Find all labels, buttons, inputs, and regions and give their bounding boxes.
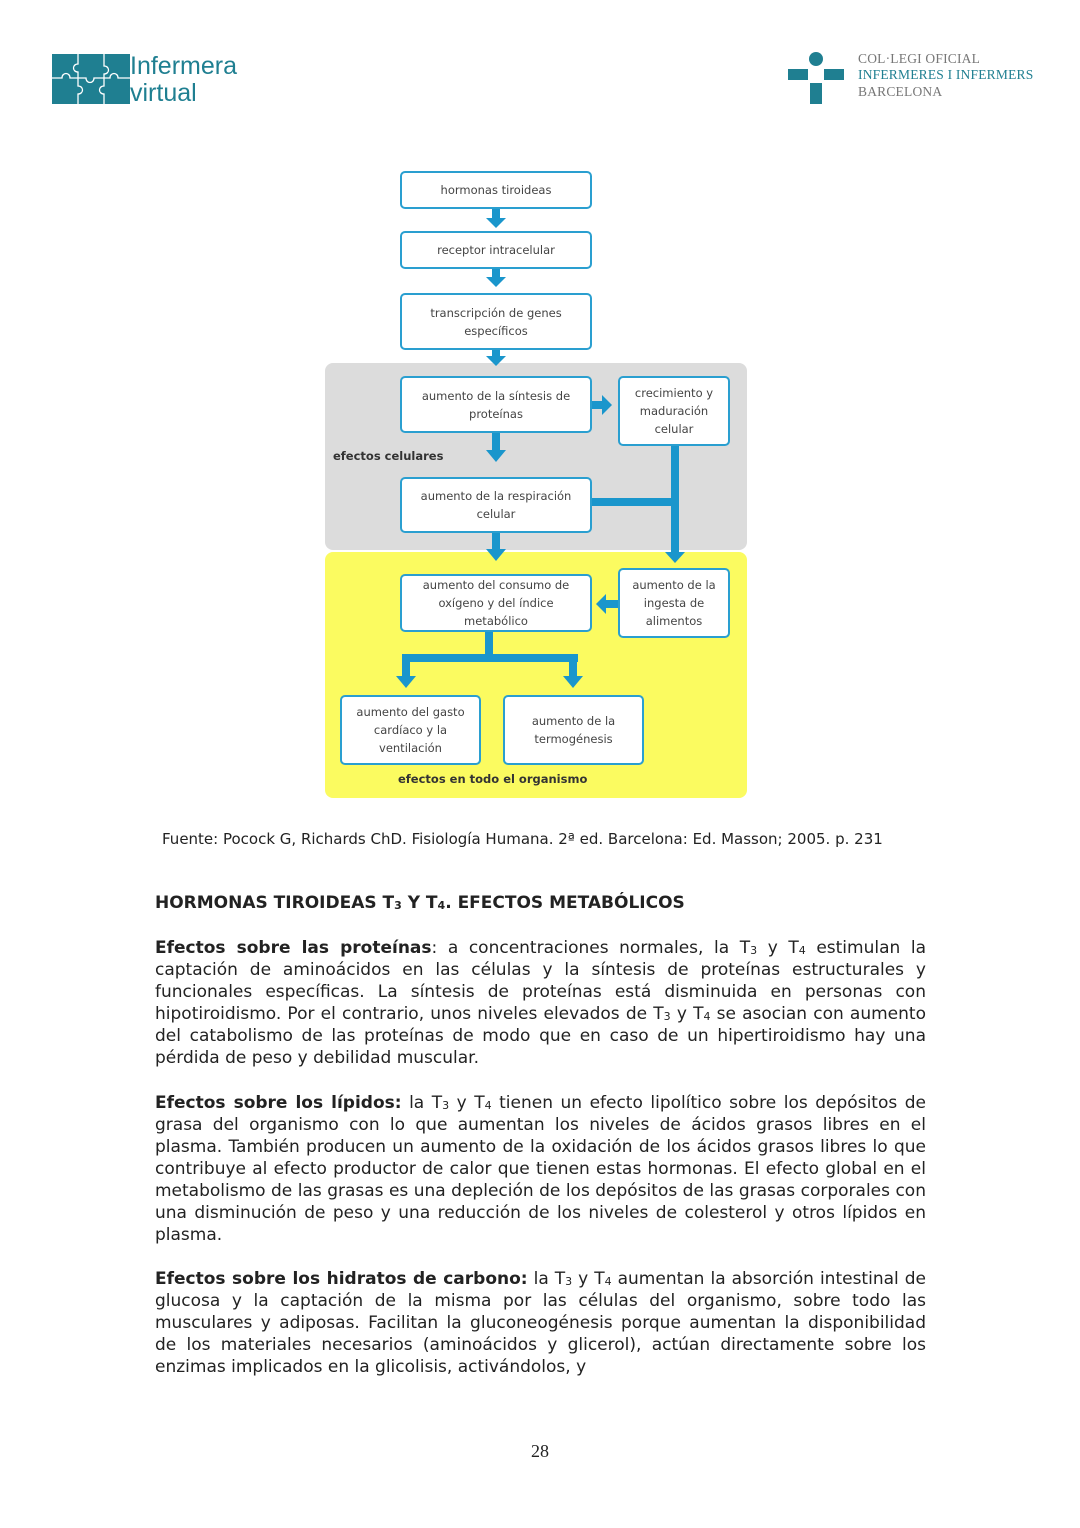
flow-box-thermogenesis: aumento de la termogénesis xyxy=(503,695,644,765)
text-run: y T xyxy=(449,1093,485,1113)
flow-box-oxygen-consumption: aumento del consumo de oxígeno y del índice metabólico xyxy=(400,574,592,632)
flow-box-cell-growth: crecimiento y maduración celular xyxy=(618,376,730,446)
text-run: se asocian con aumento del catabolismo de las proteínas de modo que en caso de un hipertiroidismo hay una pérdida de peso y debilidad muscular. xyxy=(155,1004,926,1068)
text-run: Y T xyxy=(401,893,438,913)
college-name-line-2: INFERMERES I INFERMERS xyxy=(858,67,1034,82)
arrow-icon xyxy=(486,533,506,561)
flow-box-receptor: receptor intracelular xyxy=(400,231,592,269)
subscript: 3 xyxy=(565,1275,573,1288)
subscript: 4 xyxy=(484,1099,492,1112)
arrow-icon xyxy=(486,433,506,462)
paragraph-proteins xyxy=(155,937,926,1069)
subscript: 3 xyxy=(750,944,758,957)
subscript: 4 xyxy=(437,899,446,912)
text-run: tienen un efecto lipolítico sobre los depósitos de grasa del organismo con lo que aumentan los niveles de ácidos grasos libres en el plasma. También producen un aumento de la oxidación de los ácidos grasos libres lo que contribuye al efecto productor de calor que tienen estas hormonas. El efecto global en el metabolismo de las grasas es una depleción de los depósitos de las grasas corporales con una disminución de peso y una reducción de los niveles de colesterol y otros lípidos en plasma. xyxy=(155,1093,926,1245)
arrow-icon xyxy=(486,350,506,366)
flow-box-food-intake: aumento de la ingesta de alimentos xyxy=(618,568,730,638)
arrow-icon xyxy=(592,395,612,415)
subscript: 3 xyxy=(663,1010,671,1023)
college-name-line-3: BARCELONA xyxy=(858,84,943,99)
organism-effects-label: efectos en todo el organismo xyxy=(398,772,588,786)
text-run: estimulan la captación de aminoácidos en las células y la síntesis de proteínas estructurales y funcionales específicas. La síntesis de proteínas está disminuida en personas con hipotiroidismo. Por el contrario, unos niveles elevados de T xyxy=(155,938,926,1024)
section-heading xyxy=(155,893,685,913)
text-run: : a concentraciones normales, la T xyxy=(431,938,751,958)
subscript: 3 xyxy=(442,1099,450,1112)
paragraph-lipids xyxy=(155,1092,926,1246)
subscript: 4 xyxy=(703,1010,711,1023)
college-name-line-1: COL·LEGI OFICIAL xyxy=(858,51,981,66)
flow-box-thyroid-hormones: hormonas tiroideas xyxy=(400,171,592,209)
arrow-icon xyxy=(592,446,685,563)
text-run: y T xyxy=(572,1269,605,1289)
text-run: y T xyxy=(757,938,799,958)
subscript: 4 xyxy=(604,1275,612,1288)
logo-text-line-1: Infermera xyxy=(130,52,237,80)
arrow-icon xyxy=(596,594,618,614)
logo-text-line-2: virtual xyxy=(130,79,197,107)
arrow-icon xyxy=(486,269,506,287)
text-run: la T xyxy=(401,1093,443,1113)
subscript: 4 xyxy=(798,944,806,957)
flow-box-cardiac-output: aumento del gasto cardíaco y la ventilación xyxy=(340,695,481,765)
text-run: . EFECTOS METABÓLICOS xyxy=(445,893,685,913)
paragraph-carbohydrates xyxy=(155,1268,926,1378)
bold-lead: Efectos sobre los lípidos: xyxy=(155,1093,402,1113)
flow-box-transcription: transcripción de genes específicos xyxy=(400,293,592,350)
page-number: 28 xyxy=(531,1441,549,1461)
figure-source: Fuente: Pocock G, Richards ChD. Fisiología Humana. 2ª ed. Barcelona: Ed. Masson; 2005. p. 231 xyxy=(162,830,883,848)
bold-lead: Efectos sobre los hidratos de carbono: xyxy=(155,1269,528,1289)
text-run: la T xyxy=(527,1269,566,1289)
text-run: aumentan la absorción intestinal de glucosa y la captación de la misma por las células del organismo, sobre todo las musculares y adiposas. Facilitan la gluconeogénesis porque aumentan la disponibilidad de los materiales necesarios (aminoácidos y glicerol), actúan directamente sobre los enzimas implicados en la glicolisis, activándolos, y xyxy=(155,1269,926,1377)
subscript: 3 xyxy=(394,899,402,912)
text-run: y T xyxy=(670,1004,704,1024)
cellular-effects-label: efectos celulares xyxy=(333,449,444,463)
flow-box-protein-synthesis: aumento de la síntesis de proteínas xyxy=(400,376,592,433)
flow-box-cell-respiration: aumento de la respiración celular xyxy=(400,477,592,533)
text-run: HORMONAS TIROIDEAS T xyxy=(155,893,395,913)
arrow-icon xyxy=(396,632,583,688)
arrow-icon xyxy=(486,209,506,228)
bold-lead: Efectos sobre las proteínas xyxy=(155,938,432,958)
